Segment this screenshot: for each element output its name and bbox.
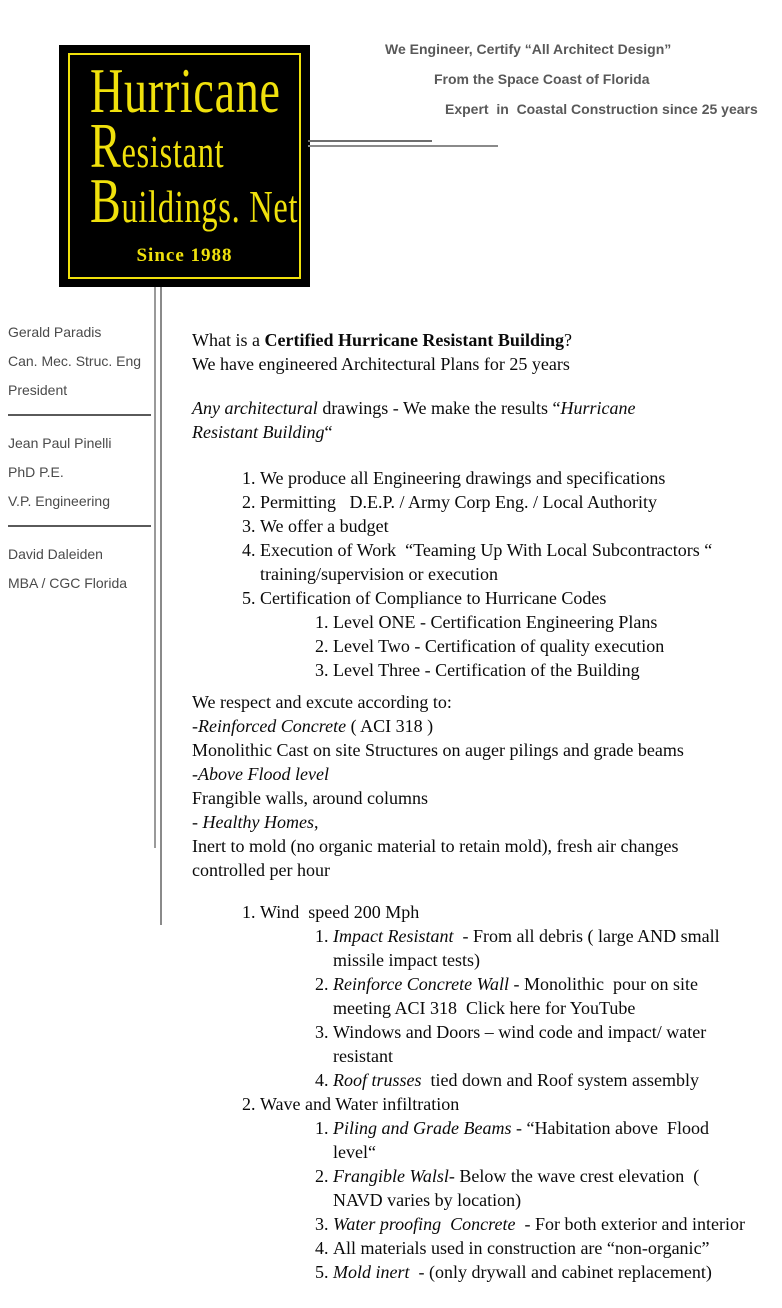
text-line bbox=[192, 690, 764, 714]
text-seg: - (only drywall and cabinet replacement) bbox=[414, 1262, 712, 1282]
list-item bbox=[333, 924, 764, 972]
header-tagline bbox=[385, 34, 758, 124]
text-seg: Above Flood level bbox=[198, 764, 329, 784]
person-david-daleiden bbox=[8, 540, 154, 598]
horizontal-rule-long bbox=[308, 145, 498, 147]
ordered-list bbox=[260, 924, 764, 1092]
text-seg: Water proofing Concrete bbox=[333, 1214, 520, 1234]
list-item bbox=[333, 1260, 764, 1284]
text-line bbox=[333, 996, 764, 1020]
list-item bbox=[333, 1164, 764, 1212]
text-seg: Frangible walls, around columns bbox=[192, 788, 428, 808]
text-line bbox=[333, 1068, 764, 1092]
text-seg: Inert to mold (no organic material to retain mold), fresh air changes bbox=[192, 836, 679, 856]
sidebar-divider bbox=[8, 414, 151, 416]
text-line bbox=[333, 1212, 764, 1236]
text-seg: Execution of Work “Teaming Up With Local Subcontractors “ bbox=[260, 540, 713, 560]
list-item bbox=[333, 634, 764, 658]
logo-line-hurricane: Hurricane bbox=[90, 55, 281, 126]
text-seg: Mold inert bbox=[333, 1262, 414, 1282]
paragraph bbox=[192, 690, 764, 882]
text-line bbox=[333, 1236, 764, 1260]
text-seg: - From all debris ( large AND small bbox=[457, 926, 720, 946]
text-line bbox=[260, 466, 764, 490]
list-item bbox=[260, 900, 764, 1092]
text-seg: Resistant Building bbox=[192, 422, 325, 442]
text-seg: Impact Resistant bbox=[333, 926, 458, 946]
text-line bbox=[260, 490, 764, 514]
text-seg: Wind speed 200 Mph bbox=[260, 902, 420, 922]
horizontal-rule-short bbox=[308, 140, 432, 142]
text-seg: Roof trusses bbox=[333, 1070, 422, 1090]
paragraph bbox=[192, 328, 764, 376]
text-line bbox=[333, 1020, 764, 1044]
text-line bbox=[333, 1140, 764, 1164]
text-seg: - bbox=[192, 764, 198, 784]
list-item bbox=[333, 1068, 764, 1092]
text-line bbox=[192, 420, 764, 444]
person-credential: PhD P.E. bbox=[8, 464, 64, 480]
vertical-rule-left bbox=[154, 287, 156, 848]
text-line bbox=[333, 658, 764, 682]
list-item bbox=[260, 466, 764, 490]
list-item bbox=[260, 538, 764, 586]
text-seg: - bbox=[192, 812, 203, 832]
text-line bbox=[192, 810, 764, 834]
text-seg: Level Two - Certification of quality execution bbox=[333, 636, 665, 656]
text-seg: What is a bbox=[192, 330, 265, 350]
person-name: Gerald Paradis bbox=[8, 324, 102, 340]
ordered-list bbox=[192, 466, 764, 682]
text-line bbox=[260, 1092, 764, 1116]
text-line bbox=[333, 924, 764, 948]
text-seg: ? bbox=[563, 330, 572, 350]
text-seg: Reinforce Concrete Wall bbox=[333, 974, 509, 994]
text-seg: Any architectural bbox=[192, 398, 318, 418]
text-line bbox=[333, 610, 764, 634]
text-line bbox=[333, 634, 764, 658]
person-name: Jean Paul Pinelli bbox=[8, 435, 112, 451]
list-item bbox=[333, 972, 764, 1020]
text-line bbox=[333, 1116, 764, 1140]
text-line bbox=[192, 786, 764, 810]
tagline-line-2: From the Space Coast of Florida bbox=[434, 71, 650, 87]
text-seg: ( ACI 318 ) bbox=[346, 716, 434, 736]
text-seg: - Below the wave crest elevation ( bbox=[448, 1166, 700, 1186]
list-item bbox=[333, 1212, 764, 1236]
text-seg: - Monolithic pour on site bbox=[508, 974, 698, 994]
text-seg: Healthy Homes bbox=[202, 812, 314, 832]
text-seg: missile impact tests) bbox=[333, 950, 480, 970]
list-item bbox=[333, 1116, 764, 1164]
text-seg: controlled per hour bbox=[192, 860, 330, 880]
text-line bbox=[333, 948, 764, 972]
text-line bbox=[192, 714, 764, 738]
person-credential: Can. Mec. Struc. Eng bbox=[8, 353, 142, 369]
text-seg: NAVD varies by location) bbox=[333, 1190, 522, 1210]
logo-rest-buildings: uildings. Net bbox=[121, 182, 299, 232]
text-line bbox=[333, 1044, 764, 1068]
team-sidebar bbox=[8, 318, 154, 598]
paragraph bbox=[192, 396, 764, 444]
text-seg: drawings - We make the results “ bbox=[317, 398, 561, 418]
text-seg: “ bbox=[324, 422, 333, 442]
person-name: David Daleiden bbox=[8, 546, 103, 562]
sidebar-divider bbox=[8, 525, 151, 527]
logo-since-1988: Since 1988 bbox=[136, 245, 233, 266]
text-seg: We have engineered Architectural Plans for 25 years bbox=[192, 354, 570, 374]
person-role: President bbox=[8, 382, 68, 398]
list-item bbox=[333, 658, 764, 682]
person-credential: MBA / CGC Florida bbox=[8, 575, 128, 591]
logo-rest-resistant: esistant bbox=[121, 127, 225, 177]
text-line bbox=[260, 900, 764, 924]
text-seg: Level ONE - Certification Engineering Plans bbox=[333, 612, 658, 632]
list-item bbox=[260, 586, 764, 682]
text-seg: We offer a budget bbox=[260, 516, 389, 536]
text-seg: Hurricane bbox=[560, 398, 636, 418]
text-seg: training/supervision or execution bbox=[260, 564, 498, 584]
text-seg: We produce all Engineering drawings and specifications bbox=[260, 468, 666, 488]
list-item bbox=[333, 1236, 764, 1260]
text-line bbox=[192, 834, 764, 858]
text-line bbox=[260, 562, 764, 586]
text-seg: Certification of Compliance to Hurricane Codes bbox=[260, 588, 607, 608]
list-item bbox=[260, 1092, 764, 1284]
logo-line-buildings bbox=[90, 165, 299, 236]
text-line bbox=[333, 972, 764, 996]
text-line bbox=[192, 858, 764, 882]
logo-initial-b: B bbox=[90, 165, 122, 236]
site-logo bbox=[59, 45, 310, 287]
text-line bbox=[192, 738, 764, 762]
text-seg: meeting ACI 318 bbox=[333, 998, 466, 1018]
tagline-line-3: Expert in Coastal Construction since 25 years bbox=[445, 101, 758, 117]
main-content bbox=[192, 328, 764, 1284]
list-item bbox=[260, 490, 764, 514]
text-seg: Windows and Doors – wind code and impact/ water bbox=[333, 1022, 707, 1042]
text-line bbox=[260, 586, 764, 610]
text-seg: We respect and excute according to: bbox=[192, 692, 452, 712]
text-line bbox=[333, 1188, 764, 1212]
ordered-list bbox=[260, 610, 764, 682]
text-line bbox=[333, 1260, 764, 1284]
person-role: V.P. Engineering bbox=[8, 493, 110, 509]
text-seg: resistant bbox=[333, 1046, 393, 1066]
text-seg: Frangible Walsl bbox=[333, 1166, 449, 1186]
text-seg: Wave and Water infiltration bbox=[260, 1094, 460, 1114]
text-seg: - For both exterior and interior bbox=[520, 1214, 745, 1234]
text-seg: Permitting D.E.P. / Army Corp Eng. / Local Authority bbox=[260, 492, 657, 512]
youtube-link[interactable]: Click here for YouTube bbox=[466, 998, 636, 1018]
text-seg: tied down and Roof system assembly bbox=[421, 1070, 699, 1090]
text-seg: Reinforced Concrete bbox=[198, 716, 347, 736]
text-line bbox=[260, 538, 764, 562]
text-seg: - bbox=[192, 716, 198, 736]
ordered-list bbox=[192, 900, 764, 1284]
text-seg: Monolithic Cast on site Structures on auger pilings and grade beams bbox=[192, 740, 684, 760]
text-line bbox=[260, 514, 764, 538]
text-line bbox=[192, 352, 764, 376]
logo-initial-r: R bbox=[90, 110, 122, 181]
text-line bbox=[192, 328, 764, 352]
text-seg: Certified Hurricane Resistant Building bbox=[264, 330, 564, 350]
text-seg: , bbox=[313, 812, 319, 832]
ordered-list bbox=[260, 1116, 764, 1284]
text-line bbox=[333, 1164, 764, 1188]
vertical-rule-right bbox=[160, 287, 162, 925]
text-line bbox=[192, 396, 764, 420]
text-seg: level“ bbox=[333, 1142, 376, 1162]
list-item bbox=[260, 514, 764, 538]
text-line bbox=[192, 762, 764, 786]
text-seg: All materials used in construction are “non-organic” bbox=[333, 1238, 710, 1258]
tagline-line-1: We Engineer, Certify “All Architect Design” bbox=[385, 41, 672, 57]
text-seg: - “Habitation above Flood bbox=[511, 1118, 709, 1138]
text-seg: Piling and Grade Beams bbox=[333, 1118, 512, 1138]
logo-text bbox=[90, 55, 299, 236]
list-item bbox=[333, 610, 764, 634]
list-item bbox=[333, 1020, 764, 1068]
person-gerald-paradis bbox=[8, 318, 154, 405]
person-jean-paul-pinelli bbox=[8, 429, 154, 516]
text-seg: Level Three - Certification of the Building bbox=[333, 660, 640, 680]
